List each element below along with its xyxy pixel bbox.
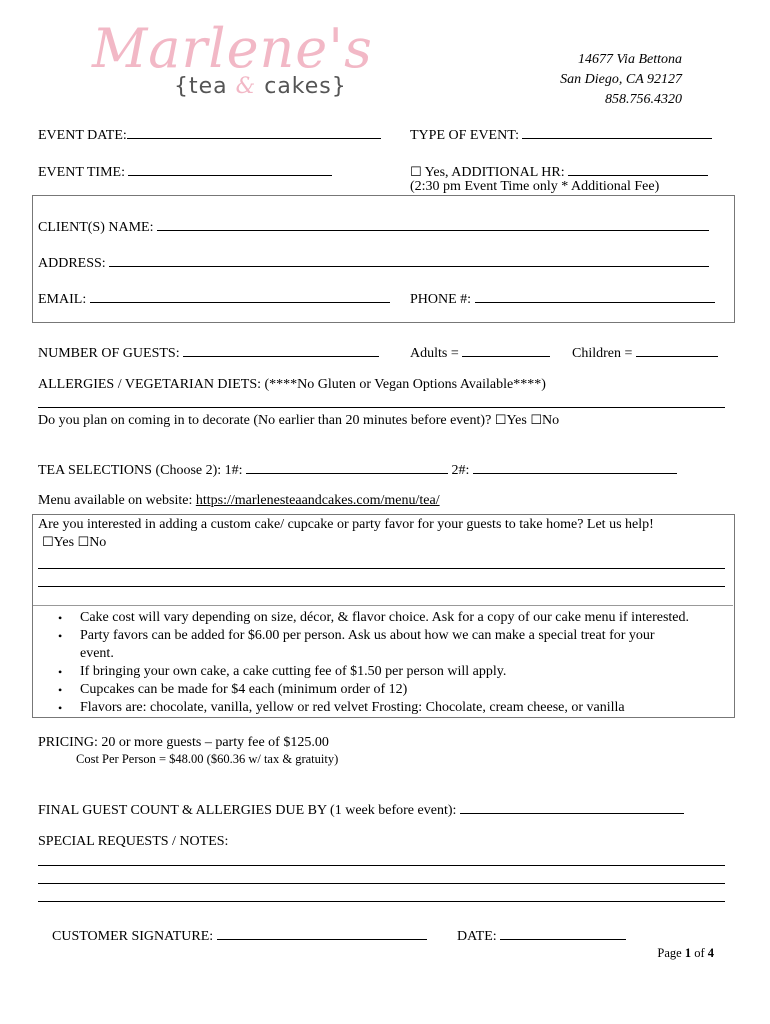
decorate-yes-checkbox[interactable]: ☐: [494, 413, 507, 428]
signature-row: [52, 924, 427, 945]
children-label: Children =: [572, 346, 633, 361]
date-row: [457, 924, 626, 945]
tea-first-field[interactable]: [246, 458, 448, 474]
event-time-row: [38, 160, 332, 181]
event-time-label: EVENT TIME:: [38, 165, 125, 180]
page-total: 4: [707, 946, 714, 960]
phone-field[interactable]: [475, 287, 715, 303]
logo-subtitle: [174, 74, 373, 99]
client-name-label: CLIENT(S) NAME:: [38, 220, 154, 235]
event-date-field[interactable]: [127, 123, 381, 139]
type-of-event-label: TYPE OF EVENT:: [410, 128, 519, 143]
cake-question: Are you interested in adding a custom cake/ cupcake or party favor for your guests to take home? Let us help!: [38, 517, 654, 532]
special-requests-label: SPECIAL REQUESTS / NOTES:: [38, 834, 229, 849]
type-of-event-row: [410, 123, 712, 144]
address-street: 14677 Via Bettona: [578, 52, 682, 67]
signature-label: CUSTOMER SIGNATURE:: [52, 929, 214, 944]
decorate-no-label: No: [541, 413, 560, 428]
adults-field[interactable]: [462, 341, 550, 357]
page-current: 1: [684, 946, 692, 960]
allergies-field[interactable]: [38, 407, 725, 408]
logo-sub-right: cakes}: [256, 74, 347, 99]
final-count-row: [38, 798, 684, 819]
additional-hr-field[interactable]: [568, 160, 708, 176]
special-requests-line-3[interactable]: [38, 901, 725, 902]
tea-second-field[interactable]: [473, 458, 677, 474]
cake-choice-row: [42, 535, 106, 551]
date-label: DATE:: [457, 929, 497, 944]
adults-label: Adults =: [410, 346, 459, 361]
cake-yes-checkbox[interactable]: ☐: [42, 535, 54, 550]
address-phone: 858.756.4320: [605, 92, 682, 107]
allergies-label: ALLERGIES / VEGETARIAN DIETS: (****No Gluten or Vegan Options Available****): [38, 377, 546, 392]
page-of: of: [691, 946, 708, 960]
client-name-row: [38, 215, 709, 236]
event-date-row: [38, 123, 381, 144]
date-field[interactable]: [500, 924, 626, 940]
logo-name: Marlene's: [92, 17, 373, 80]
cake-notes-line-1[interactable]: [38, 568, 725, 569]
tea-second-label: 2#:: [451, 463, 470, 478]
phone-label: PHONE #:: [410, 292, 472, 307]
additional-hr-checkbox[interactable]: ☐: [410, 165, 422, 180]
cake-no-checkbox[interactable]: ☐: [77, 535, 90, 550]
address-row: [38, 251, 709, 272]
pricing-cost-per-person: Cost Per Person = $48.00 ($60.36 w/ tax & gratuity): [76, 752, 339, 766]
cake-notes-line-2[interactable]: [38, 586, 725, 587]
phone-row: [410, 287, 715, 308]
decorate-yes-label: Yes: [506, 413, 527, 428]
adults-row: [410, 341, 550, 362]
final-count-field[interactable]: [460, 798, 684, 814]
logo: [92, 17, 373, 99]
bullet-flavors: • Flavors are: chocolate, vanilla, yellow or red velvet Frosting: Chocolate, cream cheese, or vanilla: [32, 699, 733, 717]
logo-sub-left: {tea: [174, 74, 236, 99]
event-date-label: EVENT DATE:: [38, 128, 127, 143]
bullet-cake-cutting: • If bringing your own cake, a cake cutting fee of $1.50 per person will apply.: [32, 663, 733, 681]
decorate-no-checkbox[interactable]: ☐: [530, 413, 542, 428]
cake-no-label: No: [89, 535, 107, 550]
logo-amp: &: [235, 74, 257, 99]
email-label: EMAIL:: [38, 292, 87, 307]
additional-hr-note: (2:30 pm Event Time only * Additional Fee): [410, 179, 660, 194]
children-row: [572, 341, 718, 362]
client-name-field[interactable]: [157, 215, 709, 231]
cake-info-list: [32, 609, 733, 717]
cake-yes-label: Yes: [53, 535, 75, 550]
cake-box-divider: [33, 605, 733, 606]
signature-field[interactable]: [217, 924, 427, 940]
num-guests-field[interactable]: [183, 341, 379, 357]
event-time-field[interactable]: [128, 160, 332, 176]
final-count-label: FINAL GUEST COUNT & ALLERGIES DUE BY (1 week before event):: [38, 803, 457, 818]
bullet-cake-cost: • Cake cost will vary depending on size, décor, & flavor choice. Ask for a copy of our cake menu if interested.: [32, 609, 733, 627]
email-field[interactable]: [90, 287, 390, 303]
menu-link[interactable]: https://marlenesteaandcakes.com/menu/tea/: [195, 493, 440, 508]
bullet-party-favors: • Party favors can be added for $6.00 per person. Ask us about how we can make a special treat for your: [32, 627, 733, 645]
decorate-row: [38, 413, 559, 429]
tea-selections-label: TEA SELECTIONS (Choose 2): 1#:: [38, 463, 243, 478]
additional-hr-row: [410, 160, 708, 181]
pricing-main: PRICING: 20 or more guests – party fee of $125.00: [38, 735, 329, 750]
business-address: [560, 50, 682, 110]
address-label: ADDRESS:: [38, 256, 106, 271]
address-field[interactable]: [109, 251, 709, 267]
type-of-event-field[interactable]: [522, 123, 712, 139]
address-city: San Diego, CA 92127: [560, 72, 682, 87]
bullet-party-favors-cont: event.: [80, 646, 114, 661]
menu-label: Menu available on website:: [38, 493, 193, 508]
page-prefix: Page: [657, 946, 685, 960]
num-guests-label: NUMBER OF GUESTS:: [38, 346, 180, 361]
special-requests-line-2[interactable]: [38, 883, 725, 884]
menu-row: [38, 493, 440, 509]
page-number: [657, 946, 714, 961]
bullet-cupcakes: • Cupcakes can be made for $4 each (minimum order of 12): [32, 681, 733, 699]
special-requests-line-1[interactable]: [38, 865, 725, 866]
additional-hr-label: Yes, ADDITIONAL HR:: [424, 165, 565, 180]
decorate-question: Do you plan on coming in to decorate (No earlier than 20 minutes before event)?: [38, 413, 492, 428]
num-guests-row: [38, 341, 379, 362]
tea-selections-row: [38, 458, 677, 479]
children-field[interactable]: [636, 341, 718, 357]
email-row: [38, 287, 390, 308]
